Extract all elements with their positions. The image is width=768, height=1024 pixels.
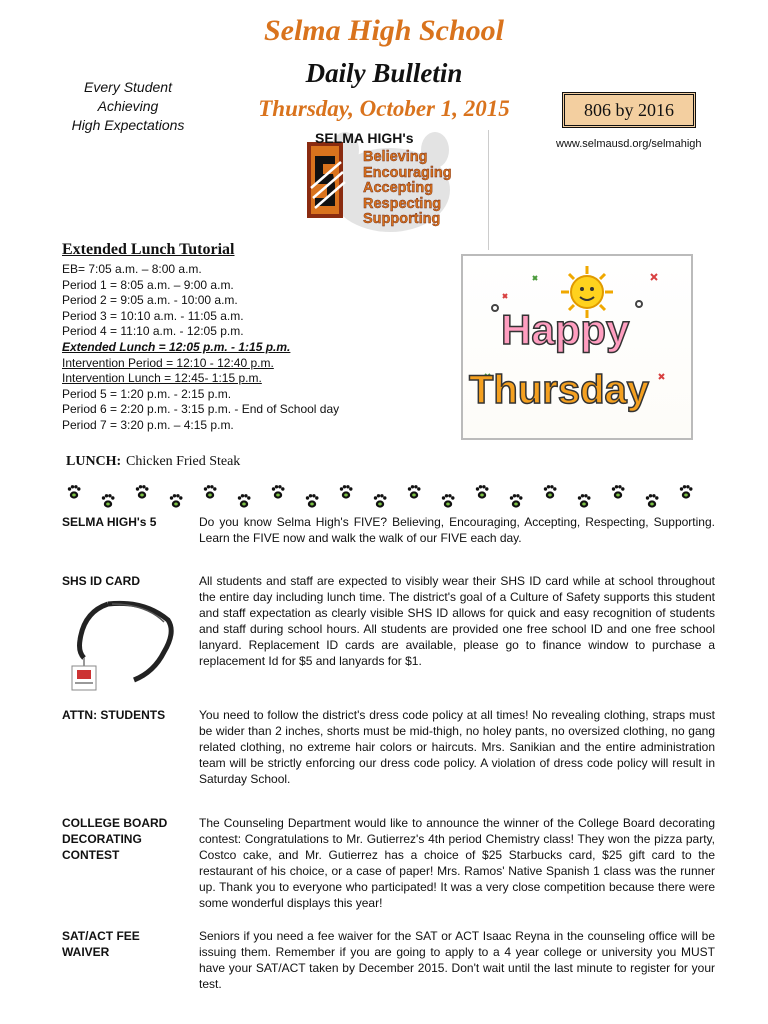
website-url[interactable]: www.selmausd.org/selmahigh: [556, 138, 702, 150]
section-body-attn-students: You need to follow the district's dress code policy at all times! No revealing clothing, straps must be wider than 2 inches, shorts must be mid-thigh, no holey pants, no oversized clothing, no gang related clothing, no extreme hair colors or haircuts. Mrs. Sanikian and the entire administration team will be strictly enforcing our dress code policy. A violation of dress code policy will result in Saturday School.: [199, 708, 715, 786]
section-body-sat-act: Seniors if you need a fee waiver for the SAT or ACT Isaac Reyna in the counseling office will be issuing them. Remember if you are going to apply to a 4 year college or university you MUST have your SAT/ACT taken by December 2015. Don't wait until the last minute to register for your test.: [199, 929, 715, 991]
schedule-row: Period 1 = 8:05 a.m. – 9:00 a.m.: [62, 277, 234, 292]
schedule-row-intervention-period: Intervention Period = 12:10 - 12:40 p.m.: [62, 355, 274, 370]
section-label-college-board: COLLEGE BOARD DECORATING CONTEST: [62, 816, 168, 862]
lunch-label: LUNCH:: [66, 454, 122, 469]
logo-word: Respecting: [363, 195, 442, 212]
divider-line: [488, 130, 489, 250]
section-label-attn-students: ATTN: STUDENTS: [62, 708, 166, 722]
section-body-id-card: All students and staff are expected to visibly wear their SHS ID card while at school throughout the entire day including lunch time. The district's goal of a Culture of Safety supports this student and staff expectation as clearly visible SHS ID allows for quick and easy recognition of students and staff during school hours. All students are provided one free school ID and one free school lanyard. Replacement ID cards are available, please go to finance window to purchase a replacement Id for $5 and lanyards for $1.: [199, 574, 715, 668]
section-body-college-board: The Counseling Department would like to announce the winner of the College Board decorating contest: Congratulations to Mr. Gutierrez's 4th period Chemistry class! They won the pizza party, Costco cake, and Mr. Gutierrez has a choice of $25 Starbucks card, $25 gift card to the restaurant of his choice, or a case of paper! Mrs. Ramos' Native Spanish 1 class was the runner up. Thank you to everyone who participated! It was a very close competition because there were some wonderful displays this year!: [199, 816, 715, 910]
section-label-id-card: SHS ID CARD: [62, 574, 141, 588]
bulletin-date: Thursday, October 1, 2015: [258, 96, 510, 121]
schedule-row: Period 4 = 11:10 a.m. - 12:05 p.m.: [62, 324, 244, 339]
section-label-selma-five: SELMA HIGH's 5: [62, 515, 157, 529]
thursday-text: Thursday: [469, 368, 650, 412]
schedule-row-intervention-lunch: Intervention Lunch = 12:45- 1:15 p.m.: [62, 371, 262, 386]
schedule-row: EB= 7:05 a.m. – 8:00 a.m.: [62, 262, 202, 276]
schedule-row: Period 2 = 9:05 a.m. - 10:00 a.m.: [62, 293, 238, 308]
happy-thursday-image: [461, 254, 693, 440]
motto: [48, 78, 208, 135]
logo-heading: SELMA HIGH's: [315, 130, 414, 146]
section-label-sat-act: SAT/ACT FEE WAIVER: [62, 929, 140, 959]
schedule-row: Period 5 = 1:20 p.m. - 2:15 p.m.: [62, 386, 232, 401]
lunch-menu: Chicken Fried Steak: [126, 454, 241, 469]
schedule-row-extended-lunch: Extended Lunch = 12:05 p.m. - 1:15 p.m.: [62, 339, 291, 354]
motto-line: High Expectations: [71, 117, 185, 133]
lanyard-icon: [64, 592, 184, 692]
goal-box: 806 by 2016: [562, 92, 696, 128]
school-name: Selma High School: [263, 14, 505, 47]
motto-line: Every Student: [84, 79, 172, 95]
schedule-row: Period 6 = 2:20 p.m. - 3:15 p.m. - End of School day: [62, 402, 340, 417]
logo-word: Believing: [363, 149, 428, 165]
bulletin-title: Daily Bulletin: [305, 58, 463, 88]
schedule-row: Period 3 = 10:10 a.m. - 11:05 a.m.: [62, 308, 244, 323]
logo-word: Supporting: [363, 211, 441, 228]
tutorial-title: Extended Lunch Tutorial: [62, 241, 235, 258]
motto-line: Achieving: [97, 98, 159, 114]
happy-text: Happy: [501, 306, 630, 353]
bell-schedule: [62, 262, 339, 434]
paw-print-border: [60, 484, 720, 510]
bears-logo: [305, 128, 475, 236]
schedule-row: Period 7 = 3:20 p.m. – 4:15 p.m.: [62, 417, 234, 432]
section-body-selma-five: Do you know Selma High's FIVE? Believing, Encouraging, Accepting, Respecting, Supporting. Learn the FIVE now and walk the walk of our FIVE each day.: [199, 515, 715, 545]
logo-word: Encouraging: [363, 164, 452, 181]
logo-word: Accepting: [363, 180, 434, 197]
